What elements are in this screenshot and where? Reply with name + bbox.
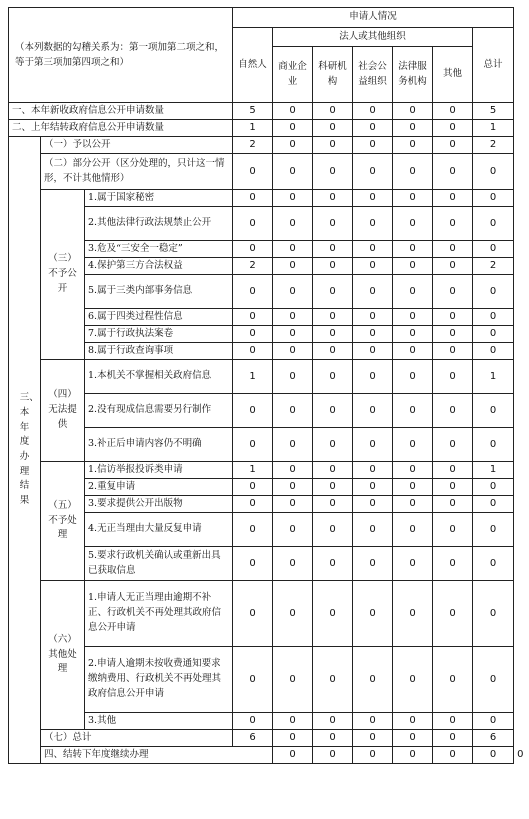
row-label: 4.无正当理由大量反复申请 — [85, 513, 233, 547]
value-cell: 0 — [353, 394, 393, 428]
value-cell: 0 — [313, 103, 353, 120]
row-label: 1.申请人无正当理由逾期不补正、行政机关不再处理其政府信息公开申请 — [85, 581, 233, 647]
total-cell: 0 — [473, 275, 514, 309]
value-cell: 0 — [353, 258, 393, 275]
value-cell: 0 — [313, 154, 353, 190]
total-cell: 0 — [473, 394, 514, 428]
total-cell: 0 — [473, 343, 514, 360]
total-cell: 0 — [473, 496, 514, 513]
value-cell: 0 — [353, 326, 393, 343]
value-cell: 0 — [233, 581, 273, 647]
value-cell: 0 — [273, 394, 313, 428]
value-cell: 0 — [273, 326, 313, 343]
value-cell: 0 — [313, 479, 353, 496]
group-6-label: （六）其他处理 — [41, 581, 85, 730]
value-cell: 0 — [273, 496, 313, 513]
value-cell: 0 — [313, 747, 353, 764]
value-cell: 2 — [233, 258, 273, 275]
value-cell: 0 — [273, 275, 313, 309]
value-cell: 0 — [313, 343, 353, 360]
row-label: 3.要求提供公开出版物 — [85, 496, 233, 513]
row-label: 4.保护第三方合法权益 — [85, 258, 233, 275]
value-cell: 0 — [353, 647, 393, 713]
value-cell: 0 — [433, 747, 473, 764]
value-cell: 0 — [393, 343, 433, 360]
value-cell: 0 — [393, 309, 433, 326]
row-label: 1.本机关不掌握相关政府信息 — [85, 360, 233, 394]
value-cell: 0 — [393, 513, 433, 547]
value-cell: 0 — [433, 360, 473, 394]
value-cell: 0 — [393, 547, 433, 581]
value-cell: 0 — [433, 309, 473, 326]
value-cell: 0 — [393, 137, 433, 154]
total-cell: 6 — [473, 730, 514, 747]
value-cell: 0 — [313, 428, 353, 462]
value-cell: 0 — [313, 190, 353, 207]
value-cell: 0 — [313, 581, 353, 647]
value-cell: 0 — [233, 547, 273, 581]
value-cell: 1 — [233, 462, 273, 479]
col-header-business: 商业企业 — [273, 47, 313, 103]
value-cell: 0 — [273, 513, 313, 547]
total-cell: 0 — [473, 547, 514, 581]
value-cell: 0 — [313, 713, 353, 730]
row-label: 3.其他 — [85, 713, 233, 730]
value-cell: 0 — [233, 275, 273, 309]
row-label: （一）予以公开 — [41, 137, 233, 154]
row-label: （七）总计 — [41, 730, 233, 747]
value-cell: 0 — [313, 360, 353, 394]
value-cell: 0 — [353, 103, 393, 120]
value-cell: 0 — [353, 190, 393, 207]
value-cell: 0 — [353, 462, 393, 479]
value-cell: 0 — [393, 241, 433, 258]
value-cell: 0 — [393, 496, 433, 513]
value-cell: 0 — [273, 309, 313, 326]
row-label: 5.属于三类内部事务信息 — [85, 275, 233, 309]
total-cell: 0 — [473, 513, 514, 547]
group-4-label: （四）无法提供 — [41, 360, 85, 462]
value-cell: 0 — [273, 137, 313, 154]
col-header-other: 其他 — [433, 47, 473, 103]
value-cell: 0 — [273, 258, 313, 275]
value-cell: 0 — [313, 207, 353, 241]
value-cell: 0 — [433, 275, 473, 309]
value-cell: 0 — [353, 241, 393, 258]
value-cell: 0 — [393, 360, 433, 394]
value-cell: 0 — [273, 120, 313, 137]
applicant-situation-header: 申请人情况 — [233, 8, 514, 28]
value-cell: 0 — [433, 207, 473, 241]
value-cell: 0 — [393, 747, 433, 764]
value-cell: 0 — [433, 103, 473, 120]
value-cell: 0 — [233, 647, 273, 713]
value-cell: 1 — [233, 360, 273, 394]
value-cell: 0 — [313, 513, 353, 547]
value-cell: 0 — [433, 547, 473, 581]
row-label: 1.信访举报投诉类申请 — [85, 462, 233, 479]
col-header-public-welfare: 社会公益组织 — [353, 47, 393, 103]
value-cell: 0 — [393, 154, 433, 190]
value-cell: 5 — [233, 103, 273, 120]
value-cell: 0 — [353, 120, 393, 137]
total-cell: 0 — [473, 581, 514, 647]
value-cell: 0 — [273, 713, 313, 730]
value-cell: 0 — [233, 154, 273, 190]
value-cell: 0 — [313, 326, 353, 343]
value-cell: 0 — [433, 647, 473, 713]
value-cell: 0 — [433, 513, 473, 547]
total-cell: 1 — [473, 120, 514, 137]
value-cell: 0 — [273, 479, 313, 496]
value-cell: 0 — [353, 343, 393, 360]
value-cell: 0 — [393, 103, 433, 120]
row-label: 1.属于国家秘密 — [85, 190, 233, 207]
value-cell: 0 — [313, 258, 353, 275]
value-cell: 0 — [353, 137, 393, 154]
col-header-research: 科研机构 — [313, 47, 353, 103]
value-cell: 0 — [433, 241, 473, 258]
value-cell: 0 — [313, 120, 353, 137]
row-label: 6.属于四类过程性信息 — [85, 309, 233, 326]
value-cell: 0 — [433, 190, 473, 207]
value-cell: 0 — [393, 394, 433, 428]
value-cell: 0 — [273, 647, 313, 713]
value-cell: 0 — [353, 547, 393, 581]
value-cell: 0 — [273, 462, 313, 479]
total-cell: 2 — [473, 258, 514, 275]
value-cell: 0 — [353, 428, 393, 462]
value-cell: 6 — [233, 730, 273, 747]
value-cell: 0 — [433, 428, 473, 462]
value-cell: 0 — [433, 154, 473, 190]
value-cell: 0 — [233, 428, 273, 462]
value-cell: 0 — [433, 326, 473, 343]
value-cell: 2 — [233, 137, 273, 154]
value-cell: 0 — [433, 258, 473, 275]
row-label: 8.属于行政查询事项 — [85, 343, 233, 360]
value-cell: 0 — [393, 428, 433, 462]
value-cell: 0 — [353, 496, 393, 513]
value-cell: 0 — [433, 462, 473, 479]
row-label: 3.补正后申请内容仍不明确 — [85, 428, 233, 462]
value-cell: 1 — [233, 120, 273, 137]
value-cell: 0 — [273, 581, 313, 647]
value-cell: 0 — [433, 713, 473, 730]
value-cell: 0 — [233, 207, 273, 241]
value-cell: 0 — [313, 496, 353, 513]
value-cell: 0 — [393, 207, 433, 241]
value-cell: 0 — [273, 241, 313, 258]
value-cell: 0 — [433, 496, 473, 513]
value-cell: 0 — [433, 581, 473, 647]
value-cell: 0 — [313, 241, 353, 258]
row-label: 2.其他法律行政法规禁止公开 — [85, 207, 233, 241]
value-cell: 0 — [273, 730, 313, 747]
total-cell: 0 — [473, 190, 514, 207]
foi-application-table: （本列数据的勾稽关系为：第一项加第二项之和，等于第三项加第四项之和） 申请人情况 自然人 法人或其他组织 总计 商业企业 科研机构 社会公益组织 法律服务机构 其他 一、本年新收政府信息公开申请数量 5 0 0 0 0 0 5 二、上年结转政府信息公开申请数量 1 0 0 0 0 0 1 三、本年度办理结果 （一）予以公开 2 0 0 0 0 0 2 （二）部分公开（区分处理的，只计这一情形，不计其他情形） 0 0 0 0 0 0 0 （三）不予公开 1.属于国家秘密 0 0 0 0 0 0 0 2.其他法律行政法规禁止公开 0 0 0 0 0 0 0 3.危及“三安全一稳定” 0 0 0 0 0 0 0 4.保护第三方合法权益 2 0 0 0 0 0 2 5.属于三类内部事务信息 0 0 0 0 0 0 0 6.属于四类过程性信息 0 0 0 0 0 0 0 7.属于行政执法案卷 0 0 0 0 0 0 0 8.属于行政查询事项 0 0 0 0 0 0 0 （四）无法提供 1.本机关不掌握相关政府信息 1 0 0 0 0 0 1 2.没有现成信息需要另行制作 0 0 0 0 0 0 0 3.补正后申请内容仍不明确 0 0 0 0 0 0 0 （五）不予处理 1.信访举报投诉类申请 1 0 0 0 0 0 1 2.重复申请 0 0 0 0 0 0 0 3.要求提供公开出版物 0 0 0 0 0 0 0 4.无正当理由大量反复申请 0 0 0 0 0 0 0 5.要求行政机关确认或重新出具已获取信息 0 0 0 0 0 0 0 （六）其他处理 1.申请人无正当理由逾期不补正、行政机关不再处理其政府信息公开申请 0 0 0 0 0 0 0 2.申请人逾期未按收费通知要求缴纳费用、行政机关不再处理其政府信息公开申请 0 0 0 0 0 0 0 3.其他 0 0 0 0 0 0 0 （七）总计 6 0 0 0 0 0 6 四、结转下年度继续办理 0 0 0 0 0 0 0 — [8, 7, 514, 764]
total-header: 总计 — [473, 28, 514, 103]
total-cell: 5 — [473, 103, 514, 120]
legal-group-header: 法人或其他组织 — [273, 28, 473, 47]
value-cell: 0 — [273, 360, 313, 394]
value-cell: 0 — [233, 343, 273, 360]
section-3-label: 三、本年度办理结果 — [9, 137, 41, 764]
value-cell: 0 — [433, 137, 473, 154]
value-cell: 0 — [353, 747, 393, 764]
relation-note: （本列数据的勾稽关系为：第一项加第二项之和，等于第三项加第四项之和） — [9, 8, 233, 103]
value-cell: 0 — [313, 137, 353, 154]
value-cell: 0 — [433, 343, 473, 360]
value-cell: 0 — [313, 394, 353, 428]
total-cell: 0 — [473, 326, 514, 343]
value-cell: 0 — [473, 747, 514, 764]
value-cell: 0 — [313, 309, 353, 326]
total-cell: 0 — [473, 713, 514, 730]
value-cell: 0 — [273, 343, 313, 360]
natural-person-header: 自然人 — [233, 28, 273, 103]
value-cell: 0 — [393, 326, 433, 343]
value-cell: 0 — [233, 713, 273, 730]
total-cell: 1 — [473, 462, 514, 479]
row-label: 2.没有现成信息需要另行制作 — [85, 394, 233, 428]
total-cell: 1 — [473, 360, 514, 394]
value-cell: 0 — [393, 120, 433, 137]
value-cell: 0 — [353, 479, 393, 496]
value-cell: 0 — [233, 309, 273, 326]
value-cell: 0 — [273, 547, 313, 581]
total-cell: 0 — [473, 309, 514, 326]
total-cell: 0 — [473, 241, 514, 258]
value-cell: 0 — [273, 428, 313, 462]
value-cell: 0 — [393, 730, 433, 747]
row-label: 3.危及“三安全一稳定” — [85, 241, 233, 258]
total-cell: 0 — [473, 479, 514, 496]
row-label: 二、上年结转政府信息公开申请数量 — [9, 120, 233, 137]
value-cell: 0 — [393, 647, 433, 713]
value-cell: 0 — [273, 190, 313, 207]
value-cell: 0 — [233, 241, 273, 258]
value-cell: 0 — [393, 581, 433, 647]
value-cell: 0 — [393, 479, 433, 496]
value-cell: 0 — [353, 309, 393, 326]
value-cell: 0 — [393, 190, 433, 207]
total-cell: 0 — [473, 647, 514, 713]
value-cell: 0 — [353, 513, 393, 547]
value-cell: 0 — [393, 258, 433, 275]
group-3-label: （三）不予公开 — [41, 190, 85, 360]
value-cell: 0 — [233, 479, 273, 496]
value-cell: 0 — [353, 360, 393, 394]
value-cell: 0 — [233, 190, 273, 207]
value-cell: 0 — [313, 275, 353, 309]
value-cell: 0 — [433, 730, 473, 747]
value-cell: 0 — [233, 394, 273, 428]
value-cell: 0 — [313, 730, 353, 747]
group-5-label: （五）不予处理 — [41, 462, 85, 581]
value-cell: 0 — [273, 154, 313, 190]
total-cell: 0 — [473, 428, 514, 462]
value-cell: 0 — [393, 462, 433, 479]
total-cell: 0 — [473, 207, 514, 241]
value-cell: 0 — [353, 154, 393, 190]
value-cell: 0 — [313, 547, 353, 581]
value-cell: 0 — [353, 581, 393, 647]
value-cell: 0 — [313, 462, 353, 479]
value-cell: 0 — [313, 647, 353, 713]
value-cell: 0 — [273, 103, 313, 120]
value-cell: 0 — [273, 747, 313, 764]
value-cell: 0 — [433, 479, 473, 496]
value-cell: 0 — [393, 275, 433, 309]
row-label: 7.属于行政执法案卷 — [85, 326, 233, 343]
value-cell: 0 — [233, 513, 273, 547]
row-label: 一、本年新收政府信息公开申请数量 — [9, 103, 233, 120]
total-cell: 2 — [473, 137, 514, 154]
row-label: 5.要求行政机关确认或重新出具已获取信息 — [85, 547, 233, 581]
value-cell: 0 — [353, 730, 393, 747]
value-cell: 0 — [353, 713, 393, 730]
row-label: 2.申请人逾期未按收费通知要求缴纳费用、行政机关不再处理其政府信息公开申请 — [85, 647, 233, 713]
value-cell: 0 — [353, 275, 393, 309]
value-cell: 0 — [233, 496, 273, 513]
value-cell: 0 — [433, 120, 473, 137]
value-cell: 0 — [433, 394, 473, 428]
row-label: （二）部分公开（区分处理的，只计这一情形，不计其他情形） — [41, 154, 233, 190]
value-cell: 0 — [353, 207, 393, 241]
row-label: 四、结转下年度继续办理 — [41, 747, 273, 764]
col-header-legal-service: 法律服务机构 — [393, 47, 433, 103]
total-cell: 0 — [473, 154, 514, 190]
row-label: 2.重复申请 — [85, 479, 233, 496]
value-cell: 0 — [273, 207, 313, 241]
value-cell: 0 — [393, 713, 433, 730]
value-cell: 0 — [233, 326, 273, 343]
